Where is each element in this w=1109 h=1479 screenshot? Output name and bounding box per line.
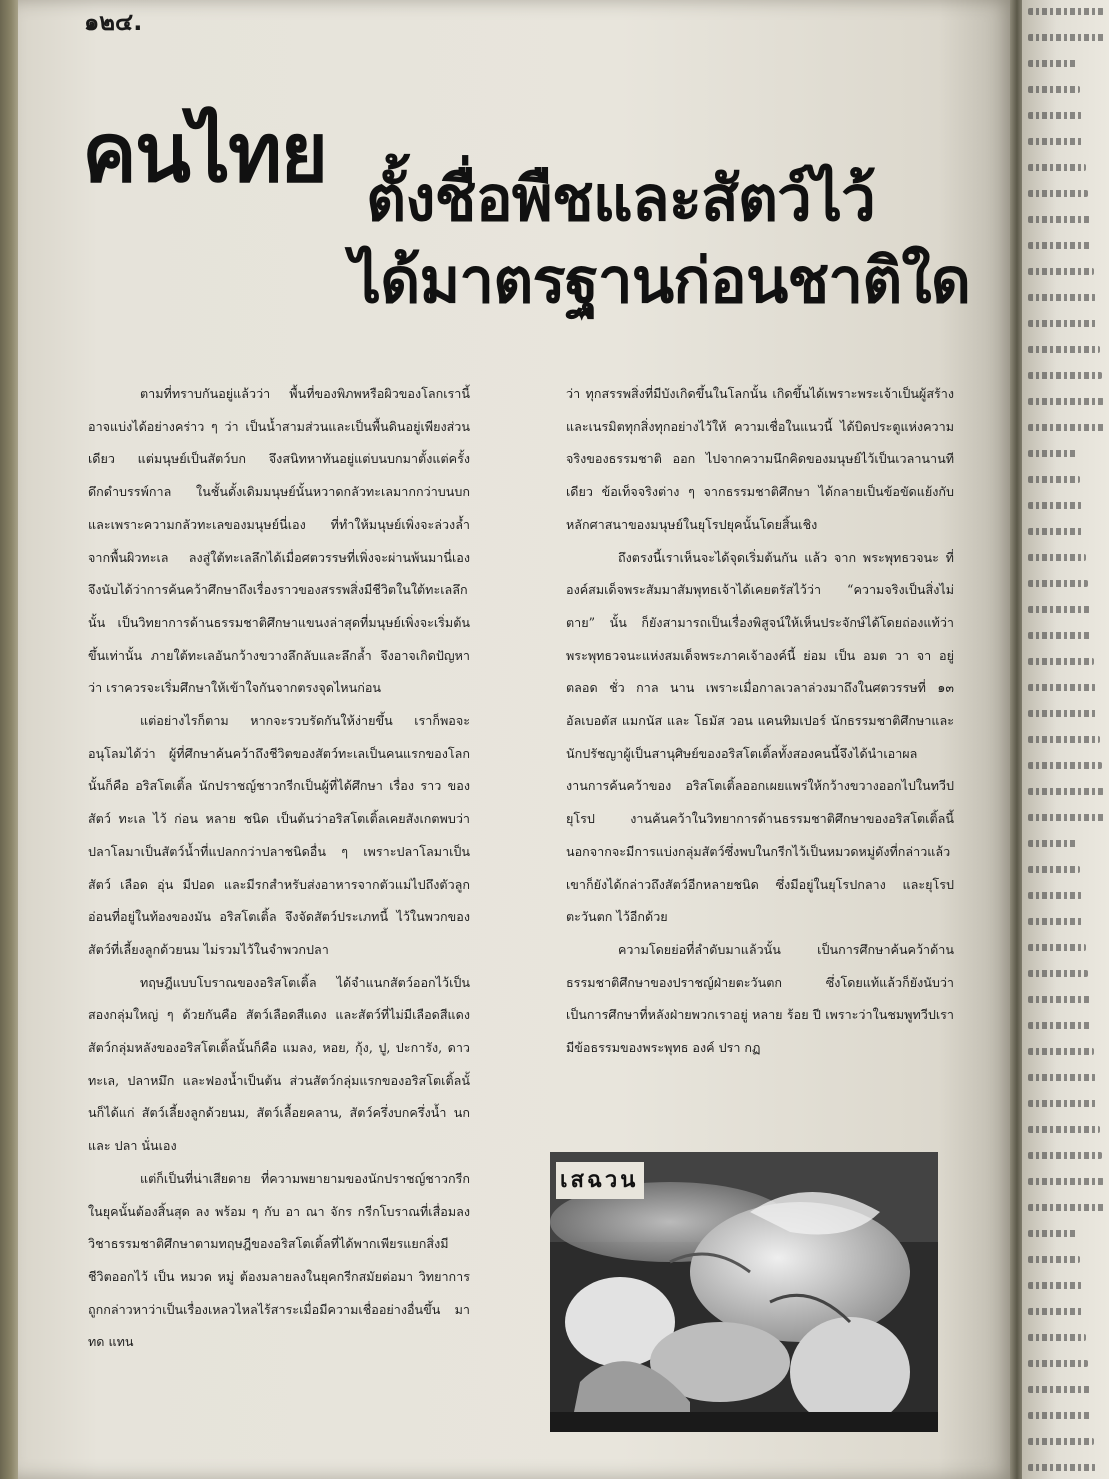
adjacent-page-text-line xyxy=(1028,164,1086,171)
page-number: ๑๒๔. xyxy=(84,8,143,36)
adjacent-page-text-line xyxy=(1028,1256,1080,1263)
adjacent-page-text-line xyxy=(1028,216,1090,223)
adjacent-page-text-line xyxy=(1028,1386,1090,1393)
adjacent-page-text-line xyxy=(1028,1230,1078,1237)
adjacent-page-text-line xyxy=(1028,866,1080,873)
article-column-left xyxy=(88,378,470,1359)
adjacent-page-text-line xyxy=(1028,996,1090,1003)
adjacent-page-text-line xyxy=(1028,190,1088,197)
adjacent-page-text-line xyxy=(1028,320,1098,327)
adjacent-page-text-line xyxy=(1028,1100,1098,1107)
paragraph: ทฤษฎีแบบโบราณของอริสโตเติ้ล ได้จำแนกสัตว์ออกไว้เป็นสองกลุ่มใหญ่ ๆ ด้วยกันคือ สัตว์เลือดสีแดง และสัตว์ที่ไม่มีเลือดสีแดง สัตว์กลุ่มหลังของอริสโตเติ้ลนั้นก็คือ แมลง, หอย, กุ้ง, ปู, ปะการัง, ดาวทะเล, ปลาหมึก และฟองน้ำเป็นต้น ส่วนสัตว์กลุ่มแรกของอริสโตเติ้ลนั้นก็ได้แก่ สัตว์เลี้ยงลูกด้วยนม, สัตว์เลื้อยคลาน, สัตว์ครึ่งบกครึ่งน้ำ นก และ ปลา นั่นเอง xyxy=(88,974,470,1154)
adjacent-page-text-line xyxy=(1028,814,1106,821)
adjacent-page-text-line xyxy=(1028,632,1092,639)
adjacent-page-text-line xyxy=(1028,372,1102,379)
adjacent-page-text-line xyxy=(1028,710,1098,717)
headline-line-1: คนไทย xyxy=(82,106,327,201)
paragraph: แต่อย่างไรก็ตาม หากจะรวบรัดกันให้ง่ายขึ้น เราก็พอจะอนุโลมได้ว่า ผู้ที่ศึกษาค้นคว้าถึงชีวิตของสัตว์ทะเลเป็นคนแรกของโลกนั้นก็คือ อริสโตเติ้ล นักปราชญ์ชาวกรีกเป็นผู้ที่ได้ศึกษา เรื่อง ราว ของ สัตว์ ทะเล ไว้ ก่อน หลาย ชนิด เป็นต้นว่าอริสโตเติ้ลเคยสังเกตพบว่า ปลาโลมาเป็นสัตว์น้ำที่แปลกกว่าปลาชนิดอื่น ๆ เพราะปลาโลมาเป็น สัตว์ เลือด อุ่น มีปอด และมีรกสำหรับส่งอาหารจากตัวแม่ไปถึงตัวลูกอ่อนที่อยู่ในท้องของมัน อริสโตเติ้ล จึงจัดสัตว์ประเภทนี้ ไว้ในพวกของสัตว์ที่เลี้ยงลูกด้วยนม ไม่รวมไว้ในจำพวกปลา xyxy=(88,713,470,957)
adjacent-page-text-line xyxy=(1028,1204,1106,1211)
adjacent-page-text-line xyxy=(1028,8,1104,15)
paragraph: แต่ก็เป็นที่น่าเสียดาย ที่ความพยายามของนักปราชญ์ชาวกรีก ในยุคนั้นต้องสิ้นสุด ลง พร้อม ๆ กับ อา ณา จักร กรีกโบราณที่เสื่อมลง วิชาธรรมชาติศึกษาตามทฤษฎีของอริสโตเติ้ลที่ได้พากเพียรแยกสิ่งมีชีวิตออกไว้ เป็น หมวด หมู่ ต้องมลายลงในยุคกรีกสมัยต่อมา วิทยาการถูกกล่าวหาว่าเป็นเรื่องเหลวไหลไร้สาระเมื่อมีความเชื่ออย่างอื่นขึ้น มา ทด แทน xyxy=(88,1170,470,1350)
adjacent-page-text-line xyxy=(1028,1360,1088,1367)
adjacent-page-edge xyxy=(1022,0,1109,1479)
adjacent-page-text-line xyxy=(1028,346,1100,353)
article-column-right xyxy=(566,378,954,1065)
adjacent-page-text-line xyxy=(1028,34,1106,41)
adjacent-page-text-line xyxy=(1028,1048,1094,1055)
adjacent-page-text-line xyxy=(1028,1308,1084,1315)
adjacent-page-text-line xyxy=(1028,762,1102,769)
adjacent-page-text-line xyxy=(1028,736,1100,743)
adjacent-page-text-line xyxy=(1028,1022,1092,1029)
photo-caption: เสฉวน xyxy=(556,1162,644,1199)
adjacent-page-text-line xyxy=(1028,1464,1096,1471)
headline-line-2: ตั้งชื่อพืชและสัตว์ไว้ xyxy=(366,162,875,235)
adjacent-page-text-line xyxy=(1028,502,1082,509)
adjacent-page-text-line xyxy=(1028,294,1096,301)
adjacent-page-text-line xyxy=(1028,528,1084,535)
adjacent-page-text-line xyxy=(1028,424,1106,431)
adjacent-page-text-line xyxy=(1028,1438,1094,1445)
adjacent-page-text-line xyxy=(1028,970,1088,977)
adjacent-page-text-line xyxy=(1028,242,1092,249)
adjacent-page-text-line xyxy=(1028,684,1096,691)
adjacent-page-text-line xyxy=(1028,86,1080,93)
adjacent-page-text-line xyxy=(1028,1178,1104,1185)
adjacent-page-text-line xyxy=(1028,944,1086,951)
paragraph: ตามที่ทราบกันอยู่แล้วว่า พื้นที่ของพิภพหรือผิวของโลกเรานี้ อาจแบ่งได้อย่างคร่าว ๆ ว่า เป็นน้ำสามส่วนและเป็นพื้นดินอยู่เพียงส่วนเดียว แต่มนุษย์เป็นสัตว์บก จึงสนิทหาทันอยู่แต่บนบกมาตั้งแต่ครั้งดึกดำบรรพ์กาล ในชั้นดั้งเดิมมนุษย์นั้นหวาดกลัวทะเลมากกว่าบนบก และเพราะความกลัวทะเลของมนุษย์นี่เอง ที่ทำให้มนุษย์เพิ่งจะล่วงล้ำจากพื้นผิวทะเล ลงสู่ใต้ทะเลลึกได้เมื่อศตวรรษที่เพิ่งจะผ่านพ้นมานี่เอง จึงนับได้ว่าการค้นคว้าศึกษาถึงเรื่องราวของสรรพสิ่งมีชีวิตในใต้ทะเลลึกนั้น เป็นวิทยาการด้านธรรมชาติศึกษาแขนงล่าสุดที่มนุษย์เพิ่งจะเริ่มต้นขึ้นเท่านั้น ภายใต้ทะเลอันกว้างขวางลึกลับและลึกล้ำ จึงอาจเกิดปัญหาว่า เราควรจะเริ่มศึกษาให้เข้าใจกันจากตรงจุดไหนก่อน xyxy=(88,386,470,696)
adjacent-page-text-line xyxy=(1028,398,1104,405)
adjacent-page-text-line xyxy=(1028,788,1104,795)
adjacent-page-text-line xyxy=(1028,450,1078,457)
adjacent-page-text-line xyxy=(1028,1074,1096,1081)
adjacent-page-text-line xyxy=(1028,892,1082,899)
adjacent-page-text-line xyxy=(1028,112,1082,119)
adjacent-page-text-line xyxy=(1028,580,1088,587)
adjacent-page-text-line xyxy=(1028,138,1084,145)
adjacent-page-text-line xyxy=(1028,268,1094,275)
headline-line-3: ได้มาตรฐานก่อนชาติใด xyxy=(350,244,970,317)
adjacent-page-text-line xyxy=(1028,918,1084,925)
paragraph: ว่า ทุกสรรพสิ่งที่มีบังเกิดขึ้นในโลกนั้น เกิดขึ้นได้เพราะพระเจ้าเป็นผู้สร้างและเนรมิตทุกสิ่งทุกอย่างไว้ให้ ความเชื่อในแนวนี้ ได้บิดประตูแห่งความจริงของธรรมชาติ ออก ไปจากความนึกคิดของมนุษย์ไว้เป็นเวลานานทีเดียว ข้อเท็จจริงต่าง ๆ จากธรรมชาติศึกษา ได้กลายเป็นข้อขัดแย้งกับหลักศาสนาของมนุษย์ในยุโรปยุคนั้นโดยสิ้นเชิง xyxy=(566,386,954,532)
adjacent-page-text-line xyxy=(1028,476,1080,483)
adjacent-page-text-line xyxy=(1028,606,1090,613)
adjacent-page-text-line xyxy=(1028,1126,1100,1133)
adjacent-page-text-line xyxy=(1028,1152,1102,1159)
paragraph: ถึงตรงนี้เราเห็นจะได้จุดเริ่มต้นกัน แล้ว จาก พระพุทธวจนะ ที่องค์สมเด็จพระสัมมาสัมพุทธเจ้าได้เคยตรัสไว้ว่า “ความจริงเป็นสิ่งไม่ตาย” นั้น ก็ยังสามารถเป็นเรื่องพิสูจน์ให้เห็นประจักษ์ได้โดยถ่องแท้ว่า พระพุทธวจนะแห่งสมเด็จพระภาคเจ้าองค์นี้ ย่อม เป็น อมต วา จา อยู่ ตลอด ชั่ว กาล นาน เพราะเมื่อกาลเวลาล่วงมาถึงในศตวรรษที่ ๑๓ อัลเบอตัส แมกนัส และ โธมัส วอน แคนทิมเปอร์ นักธรรมชาติศึกษาและนักปรัชญาผู้เป็นสานุศิษย์ของอริสโตเติ้ลทั้งสองคนนี้จึงได้นำเอาผลงานการค้นคว้าของ อริสโตเติ้ลออกเผยแพร่ให้กว้างขวางออกไปในทวีปยุโรป งานค้นคว้าในวิทยาการด้านธรรมชาติศึกษาของอริสโตเติ้ลนี้ นอกจากจะมีการแบ่งกลุ่มสัตว์ซึ่งพบในกรีกไว้เป็นหมวดหมู่ดังที่กล่าวแล้ว เขาก็ยังได้กล่าวถึงสัตว์อีกหลายชนิด ซึ่งมีอยู่ในยุโรปกลาง และยุโรปตะวันตก ไว้อีกด้วย xyxy=(566,549,954,925)
adjacent-page-text-line xyxy=(1028,1282,1082,1289)
adjacent-page-text-line xyxy=(1028,60,1078,67)
adjacent-page-text-line xyxy=(1028,1412,1092,1419)
adjacent-page-text-line xyxy=(1028,658,1094,665)
adjacent-page-text-line xyxy=(1028,554,1086,561)
paragraph: ความโดยย่อที่ลำดับมาแล้วนั้น เป็นการศึกษาค้นคว้าด้านธรรมชาติศึกษาของปราชญ์ฝ่ายตะวันตก ซึ่งโดยแท้แล้วก็ยังนับว่าเป็นการศึกษาที่หลังฝ่ายพวกเราอยู่ หลาย ร้อย ปี เพราะว่าในชมพูทวีปเรามีข้อธรรมของพระพุทธ องค์ ปรา กฏ xyxy=(566,941,954,1056)
adjacent-page-text-line xyxy=(1028,840,1078,847)
adjacent-page-text-line xyxy=(1028,1334,1086,1341)
